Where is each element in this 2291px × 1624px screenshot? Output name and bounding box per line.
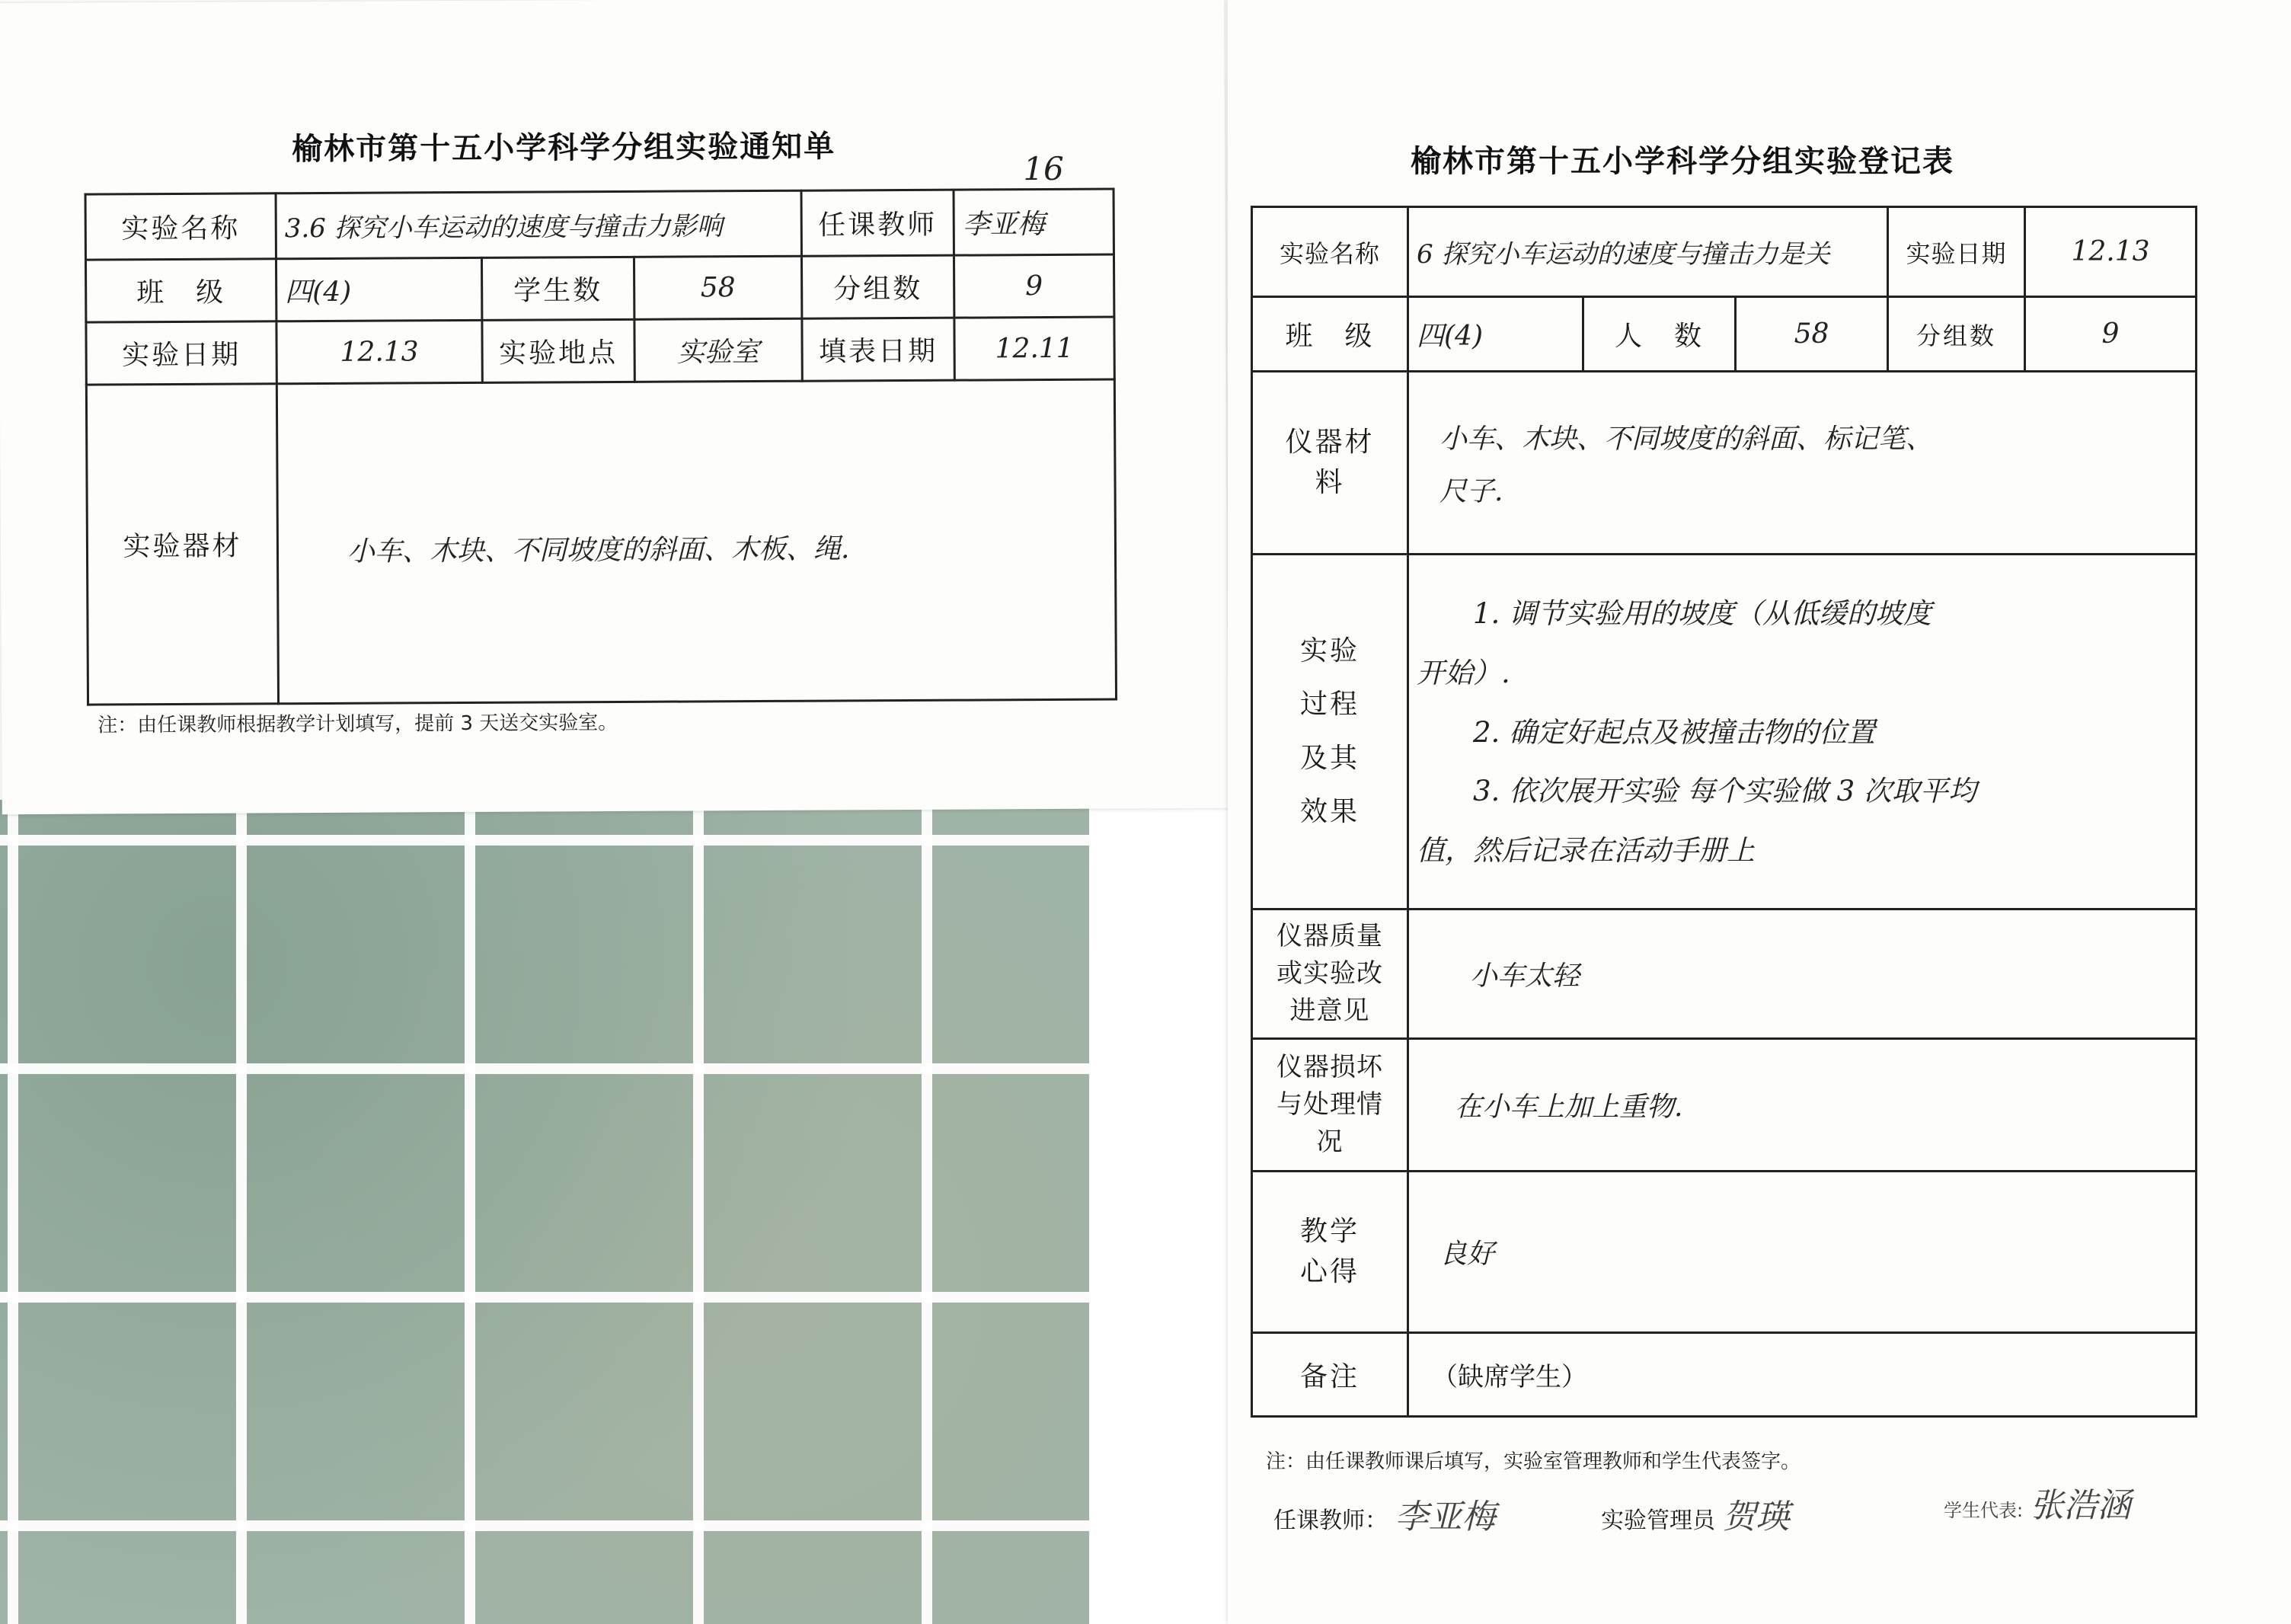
notice-title: 榆林市第十五小学科学分组实验通知单 <box>292 128 836 168</box>
label-reg-quality: 仪器质量或实验改进意见 <box>1252 910 1408 1039</box>
label-group-count: 分组数 <box>801 255 954 318</box>
notice-table <box>85 188 1118 706</box>
label-reg-process: 实验过程及其效果 <box>1252 555 1408 910</box>
label-reg-experiment-name: 实验名称 <box>1252 207 1408 297</box>
value-reg-experiment-name: 6 探究小车运动的速度与撞击力是关 <box>1408 207 1888 297</box>
label-reg-damage: 仪器损坏与处理情况 <box>1252 1039 1408 1172</box>
value-reg-quality: 小车太轻 <box>1408 910 2197 1039</box>
label-student-count: 学生数 <box>481 257 634 320</box>
value-reg-remarks: （缺席学生） <box>1408 1333 2197 1417</box>
value-location: 实验室 <box>634 318 802 382</box>
label-fill-date: 填表日期 <box>802 318 954 381</box>
value-reg-class: 四(4) <box>1408 297 1583 372</box>
value-reg-people: 58 <box>1736 297 1888 372</box>
value-experiment-date: 12.13 <box>276 320 482 383</box>
signature-admin-value: 贺瑛 <box>1722 1498 1790 1536</box>
label-reg-experiment-date: 实验日期 <box>1888 207 2025 297</box>
value-reg-process-step3a: 3. 依次展开实验 每个实验做 3 次取平均 <box>1473 775 1976 808</box>
value-reg-materials-line1: 小车、木块、不同坡度的斜面、标记笔、 <box>1439 424 1934 456</box>
signature-teacher <box>1273 1489 1496 1538</box>
value-fill-date: 12.11 <box>954 317 1114 380</box>
label-equipment: 实验器材 <box>86 384 278 705</box>
value-reg-group-count: 9 <box>2025 297 2197 372</box>
register-title: 榆林市第十五小学科学分组实验登记表 <box>1411 143 1954 179</box>
label-reg-people: 人 数 <box>1583 297 1736 372</box>
label-reg-class: 班 级 <box>1252 297 1408 372</box>
value-equipment: 小车、木块、不同坡度的斜面、木板、绳. <box>276 379 1116 704</box>
value-reg-process-step1b: 开始）. <box>1417 656 1510 689</box>
value-student-count: 58 <box>634 256 801 319</box>
value-reg-process-step1a: 1. 调节实验用的坡度（从低缓的坡度 <box>1473 597 1932 631</box>
register-table <box>1251 206 2197 1418</box>
value-reg-materials-line2: 尺子. <box>1439 475 1503 507</box>
label-reg-materials: 仪器材料 <box>1252 372 1408 555</box>
label-teacher: 任课教师 <box>801 190 954 256</box>
value-reg-process-step3b: 值，然后记录在活动手册上 <box>1417 834 1755 868</box>
label-class: 班 级 <box>85 259 276 322</box>
register-footnote: 注：由任课教师课后填写，实验室管理教师和学生代表签字。 <box>1266 1450 1801 1473</box>
signature-admin-label: 实验管理员 <box>1601 1507 1715 1534</box>
value-class: 四(4) <box>276 257 481 321</box>
value-reg-experiment-date: 12.13 <box>2025 207 2197 297</box>
signature-student-label: 学生代表: <box>1944 1500 2024 1521</box>
signature-student <box>1944 1478 2131 1526</box>
label-experiment-name: 实验名称 <box>85 193 276 260</box>
signature-student-value: 张浩涵 <box>2030 1486 2131 1525</box>
page-number: 16 <box>1023 149 1064 188</box>
signature-teacher-label: 任课教师： <box>1273 1507 1388 1534</box>
label-experiment-date: 实验日期 <box>86 321 276 385</box>
value-reg-reflection: 良好 <box>1408 1172 2197 1333</box>
value-group-count: 9 <box>954 254 1114 318</box>
signature-teacher-value: 李亚梅 <box>1395 1498 1496 1536</box>
label-reg-reflection: 教学心得 <box>1252 1172 1408 1333</box>
label-reg-remarks: 备注 <box>1252 1333 1408 1417</box>
notice-footnote: 注：由任课教师根据教学计划填写，提前 3 天送交实验室。 <box>97 711 618 737</box>
signature-admin <box>1601 1489 1790 1538</box>
value-experiment-name: 3.6 探究小车运动的速度与撞击力影响 <box>276 190 801 259</box>
value-teacher: 李亚梅 <box>954 189 1114 255</box>
register-sheet <box>1228 0 2291 1624</box>
value-reg-process-step2: 2. 确定好起点及被撞击物的位置 <box>1473 715 1876 749</box>
label-location: 实验地点 <box>482 319 634 382</box>
notice-sheet <box>0 0 1229 814</box>
value-reg-damage: 在小车上加上重物. <box>1408 1039 2197 1172</box>
label-reg-group-count: 分组数 <box>1888 297 2025 372</box>
background-grid-paper <box>0 800 1089 1624</box>
